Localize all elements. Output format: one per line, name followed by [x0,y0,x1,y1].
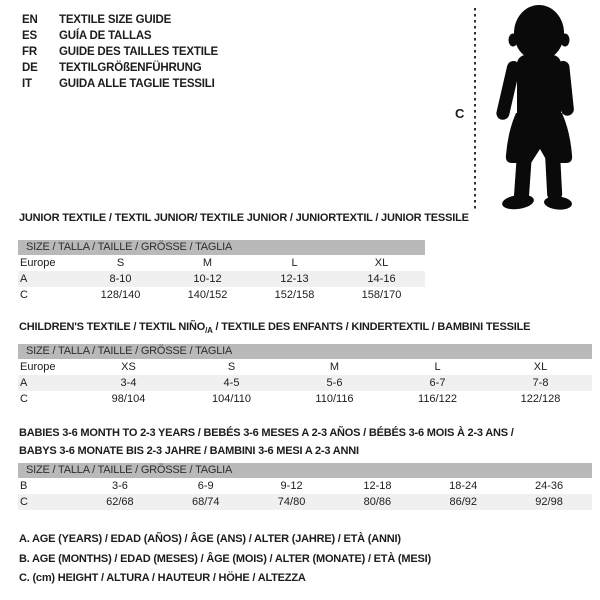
value-cell: 140/152 [187,289,228,301]
value-cell: 86/92 [449,496,477,508]
value-cell: 122/128 [520,393,561,405]
language-title: TEXTILE SIZE GUIDE [59,14,172,26]
babies-title-line2: BABYS 3-6 MONATE BIS 2-3 JAHRE / BAMBINI 3-6 MESI A 2-3 ANNI [19,444,359,457]
value-cell: 104/110 [212,393,251,405]
value-cell: 9-12 [280,480,303,492]
junior-height-row [18,287,425,303]
value-cell: 8-10 [109,273,132,285]
babies-height-row [18,494,592,510]
height-dotted-line [474,8,476,212]
value-cell: 12-13 [280,273,309,285]
height-c-label: C [455,106,465,121]
children-height-row [18,391,592,407]
language-code: EN [22,14,38,26]
value-cell: 158/170 [361,289,402,301]
row-label: C [20,393,28,405]
size-cell: M [329,361,340,373]
babies-months-row [18,478,592,494]
language-title: GUIDE DES TAILLES TEXTILE [59,46,218,58]
row-label: C [20,496,28,508]
value-cell: 7-8 [532,377,549,389]
children-title-sub: /A [205,326,213,336]
language-code: IT [22,78,32,90]
language-title: GUIDA ALLE TAGLIE TESSILI [59,78,215,90]
value-cell: 62/68 [106,496,134,508]
size-cell: L [291,257,298,269]
row-label: A [20,377,28,389]
language-row-es [22,28,218,44]
language-code: DE [22,62,38,74]
size-cell: XL [374,257,389,269]
junior-age-row [18,271,425,287]
size-cell: XL [533,361,548,373]
size-cell: L [434,361,441,373]
language-code: ES [22,30,37,42]
children-size-header: SIZE / TALLA / TAILLE / GRÖSSE / TAGLIA [18,344,592,359]
size-cell: S [116,257,125,269]
value-cell: 18-24 [449,480,478,492]
value-cell: 68/74 [191,496,220,508]
row-label: Europe [20,257,56,269]
value-cell: 98/104 [111,393,146,405]
legend-line-c: C. (cm) HEIGHT / ALTURA / HAUTEUR / HÖHE / ALTEZZA [19,572,306,585]
language-list [22,12,218,92]
language-row-de [22,60,218,76]
value-cell: 14-16 [367,273,396,285]
legend-line-b: B. AGE (MONTHS) / EDAD (MESES) / ÂGE (MOIS) / ALTER (MONATE) / ETÀ (MESI) [19,552,431,565]
children-table [18,344,592,407]
junior-section-title: JUNIOR TEXTILE / TEXTIL JUNIOR/ TEXTILE JUNIOR / JUNIORTEXTIL / JUNIOR TESSILE [19,212,469,224]
value-cell: 152/158 [274,289,315,301]
children-title-part1: CHILDREN'S TEXTILE / TEXTIL NIÑO [19,321,206,333]
value-cell: 6-9 [197,480,214,492]
row-label: Europe [20,361,56,373]
language-row-fr [22,44,218,60]
value-cell: 10-12 [193,273,222,285]
value-cell: 24-36 [534,480,564,492]
value-cell: 3-6 [111,480,128,492]
babies-title-line1: BABIES 3-6 MONTH TO 2-3 YEARS / BEBÉS 3-6 MESES A 2-3 AÑOS / BÉBÉS 3-6 MOIS À 2-3 ANS / [19,427,514,439]
row-label: C [20,289,28,301]
babies-table [18,463,592,510]
size-cell: S [227,361,236,373]
junior-table [18,240,425,303]
junior-sizes-row [18,255,425,271]
children-age-row [18,375,592,391]
value-cell: 92/98 [535,496,563,508]
baby-silhouette-icon [482,3,594,212]
row-label: A [20,273,28,285]
size-cell: XS [121,361,136,373]
language-title: TEXTILGRÖßENFÜHRUNG [59,62,202,74]
value-cell: 74/80 [277,496,306,508]
value-cell: 6-7 [429,377,446,389]
value-cell: 3-4 [120,377,137,389]
babies-section-title [19,425,514,460]
size-cell: M [202,257,213,269]
legend [19,530,431,589]
row-label: B [20,480,28,492]
legend-line-a: A. AGE (YEARS) / EDAD (AÑOS) / ÂGE (ANS) / ALTER (JAHRE) / ETÀ (ANNI) [19,533,401,545]
language-title: GUÍA DE TALLAS [59,30,152,42]
children-title-part2: / TEXTILE DES ENFANTS / KINDERTEXTIL / BAMBINI TESSILE [212,321,531,333]
language-row-en [22,12,218,28]
language-row-it [22,76,218,92]
value-cell: 116/122 [418,393,457,405]
value-cell: 80/86 [363,496,392,508]
language-code: FR [22,46,37,58]
value-cell: 4-5 [223,377,240,389]
value-cell: 5-6 [326,377,343,389]
children-sizes-row [18,359,592,375]
junior-size-header: SIZE / TALLA / TAILLE / GRÖSSE / TAGLIA [18,240,425,255]
children-section-title [19,321,530,335]
value-cell: 12-18 [363,480,392,492]
value-cell: 128/140 [100,289,141,301]
value-cell: 110/116 [315,393,354,405]
babies-size-header: SIZE / TALLA / TAILLE / GRÖSSE / TAGLIA [18,463,592,478]
